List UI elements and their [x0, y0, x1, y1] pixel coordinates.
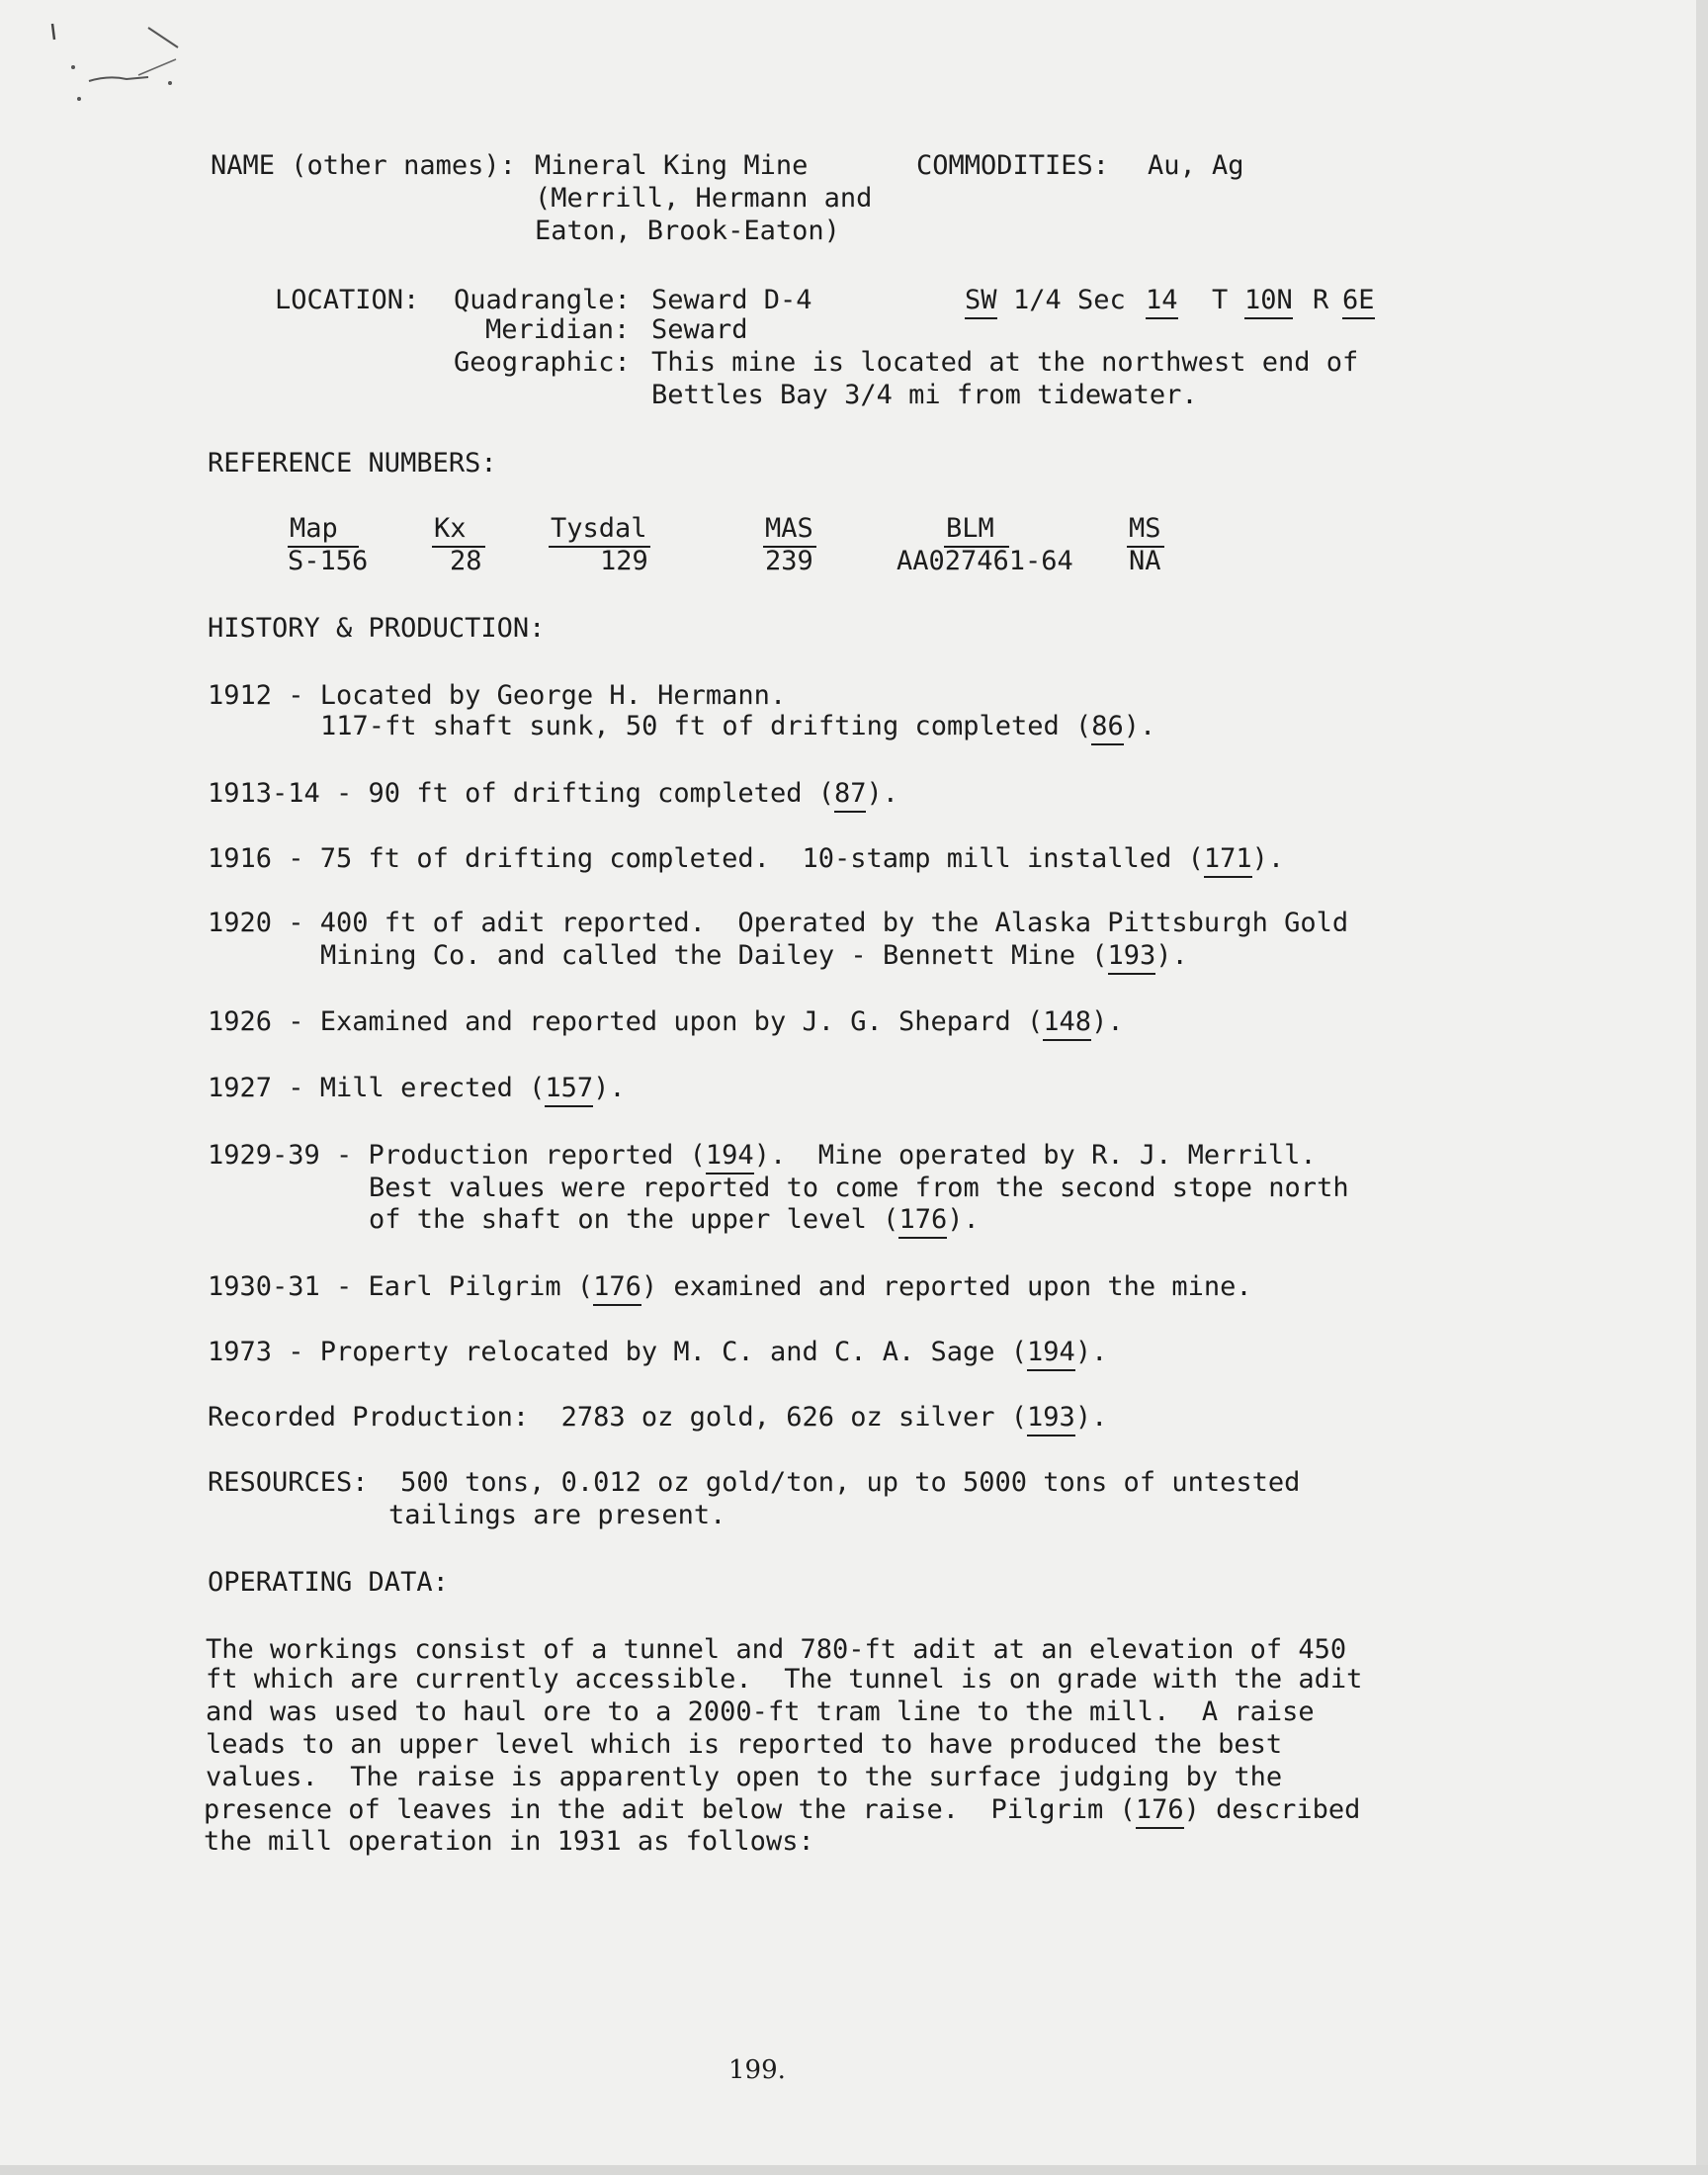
ref-mas-label: MAS: [765, 513, 813, 544]
ref-citation: 176: [1136, 1794, 1184, 1829]
resources-line-1: RESOURCES: 500 tons, 0.012 oz gold/ton, up to 5000 tons of untested: [208, 1467, 1301, 1498]
section-quarter-value: SW: [965, 285, 997, 319]
ref-citation: 87: [834, 778, 867, 813]
range-label: R: [1313, 285, 1329, 315]
history-1929-line-1: 1929-39 - Production reported (194). Mine operated by R. J. Merrill.: [208, 1140, 1317, 1172]
ref-map-label: Map: [290, 513, 338, 544]
ref-citation: 194: [706, 1140, 754, 1174]
ref-ms-label: MS: [1129, 513, 1161, 544]
resources-line-2: tailings are present.: [388, 1500, 726, 1530]
operating-line-3: and was used to haul ore to a 2000-ft tram line to the mill. A raise: [206, 1696, 1315, 1727]
ref-citation: 176: [898, 1204, 947, 1239]
ref-kx-value: 28: [450, 546, 482, 576]
ref-citation: 193: [1027, 1402, 1075, 1436]
page-edge-bottom: [0, 2165, 1708, 2175]
ref-mas-value: 239: [765, 546, 813, 576]
section-number: [1146, 285, 1178, 316]
location-label: LOCATION:: [275, 285, 420, 315]
quadrangle-value: Seward D-4: [651, 285, 812, 315]
history-1920-line-2: Mining Co. and called the Dailey - Bennett Mine (193).: [320, 940, 1188, 972]
ref-citation: 176: [593, 1271, 641, 1306]
ref-blm-value: AA027461-64: [897, 546, 1073, 576]
ref-blm-label: BLM: [946, 513, 994, 544]
range-value: 6E: [1342, 285, 1375, 319]
range: [1342, 285, 1375, 316]
other-names-line-1: (Merrill, Hermann and: [535, 183, 873, 214]
ref-citation: 194: [1027, 1337, 1075, 1371]
history-1912-line-2: 117-ft shaft sunk, 50 ft of drifting completed (86).: [320, 711, 1155, 742]
recorded-production: Recorded Production: 2783 oz gold, 626 oz silver (193).: [208, 1402, 1107, 1434]
quadrangle-label: Quadrangle:: [454, 285, 631, 315]
history-1930: 1930-31 - Earl Pilgrim (176) examined and reported upon the mine.: [208, 1271, 1252, 1303]
section-number-value: 14: [1146, 285, 1178, 319]
operating-line-4: leads to an upper level which is reported to have produced the best: [206, 1729, 1283, 1760]
section-text: 1/4 Sec: [1013, 285, 1126, 315]
reference-heading: REFERENCE NUMBERS:: [208, 448, 497, 478]
ref-ms-value: NA: [1129, 546, 1161, 576]
history-heading: HISTORY & PRODUCTION:: [208, 613, 546, 644]
ref-citation: 157: [545, 1073, 593, 1107]
township: [1244, 285, 1293, 316]
operating-heading: OPERATING DATA:: [208, 1567, 449, 1598]
handwritten-mark: [49, 18, 198, 107]
township-label: T: [1212, 285, 1229, 315]
ref-citation: 86: [1091, 711, 1124, 745]
geographic-line-2: Bettles Bay 3/4 mi from tidewater.: [651, 380, 1198, 410]
history-1920-line-1: 1920 - 400 ft of adit reported. Operated by the Alaska Pittsburgh Gold: [208, 908, 1349, 938]
history-1926: 1926 - Examined and reported upon by J. G. Shepard (148).: [208, 1006, 1124, 1038]
operating-line-6: presence of leaves in the adit below the raise. Pilgrim (176) described: [204, 1794, 1360, 1826]
township-value: 10N: [1244, 285, 1293, 319]
other-names-line-2: Eaton, Brook-Eaton): [535, 216, 840, 246]
geographic-line-1: This mine is located at the northwest end of: [651, 347, 1359, 378]
operating-line-1: The workings consist of a tunnel and 780-ft adit at an elevation of 450: [206, 1634, 1347, 1665]
ref-citation: 193: [1108, 940, 1156, 975]
geographic-label: Geographic:: [454, 347, 631, 378]
commodities-label: COMMODITIES:: [916, 150, 1110, 181]
commodities-value: Au, Ag: [1148, 150, 1244, 181]
mine-name: Mineral King Mine: [535, 150, 809, 181]
meridian-label: Meridian:: [485, 314, 631, 345]
history-1973: 1973 - Property relocated by M. C. and C. A. Sage (194).: [208, 1337, 1107, 1368]
ref-tysdal-value: 129: [600, 546, 648, 576]
ref-citation: 148: [1043, 1006, 1091, 1041]
meridian-value: Seward: [651, 314, 748, 345]
ref-citation: 171: [1204, 843, 1252, 878]
ref-map-value: S-156: [288, 546, 369, 576]
history-1912-line-1: 1912 - Located by George H. Hermann.: [208, 680, 787, 711]
history-1916: 1916 - 75 ft of drifting completed. 10-stamp mill installed (171).: [208, 843, 1284, 875]
operating-line-7: the mill operation in 1931 as follows:: [204, 1826, 814, 1857]
history-1929-line-3: of the shaft on the upper level (176).: [369, 1204, 980, 1236]
ref-tysdal-label: Tysdal: [551, 513, 647, 544]
operating-line-5: values. The raise is apparently open to the surface judging by the: [206, 1762, 1283, 1792]
history-1913: 1913-14 - 90 ft of drifting completed (87).: [208, 778, 898, 810]
history-1927: 1927 - Mill erected (157).: [208, 1073, 626, 1104]
history-1929-line-2: Best values were reported to come from the second stope north: [369, 1173, 1349, 1203]
ref-kx-label: Kx: [434, 513, 467, 544]
name-label: NAME (other names):: [211, 150, 516, 181]
section-quarter: [965, 285, 997, 316]
page-number: 199.: [728, 2055, 786, 2085]
operating-line-2: ft which are currently accessible. The tunnel is on grade with the adit: [206, 1664, 1363, 1695]
page-edge-right: [1696, 0, 1708, 2175]
